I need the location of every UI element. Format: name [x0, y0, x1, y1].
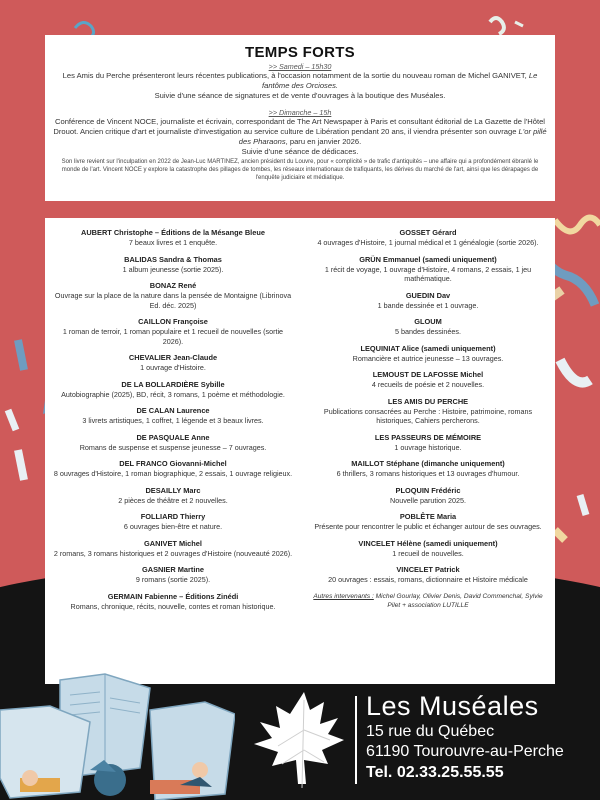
author-description: 2 romans, 3 romans historiques et 2 ouvrages d'Histoire (nouveauté 2026). — [53, 548, 293, 558]
author-entry — [308, 433, 548, 453]
other-speakers — [308, 592, 548, 610]
author-description: 5 bandes dessinées. — [395, 327, 461, 336]
saturday-book-title: Le fantôme des Orcioses. — [262, 71, 538, 90]
author-entry — [308, 370, 548, 390]
author-description: 2 pièces de théâtre et 2 nouvelles. — [118, 495, 228, 505]
brand-divider — [355, 696, 357, 784]
authors-left-column — [53, 228, 293, 618]
author-description: 1 ouvrage historique. — [394, 442, 462, 452]
author-name: PLOQUIN Frédéric — [395, 485, 461, 495]
author-entry — [53, 433, 293, 453]
author-description: 6 ouvrages bien-être et nature. — [123, 522, 223, 531]
author-description: Présente pour rencontrer le public et échanger autour de ses ouvrages. — [314, 522, 542, 531]
author-entry — [53, 512, 293, 532]
author-description: 4 ouvrages d'Histoire, 1 journal médical et 1 généalogie (sortie 2026). — [317, 238, 539, 247]
author-name: GERMAIN Fabienne – Éditions Zinédi — [107, 591, 239, 601]
author-entry — [308, 486, 548, 506]
author-name: GOSSET Gérard — [399, 228, 457, 237]
sunday-text: Conférence de Vincent NOCE, journaliste et écrivain, correspondant de The Art Newspaper à Paris et consultant éditorial de La Gazette de l'Hôtel Drouot. Ancien critique d'art et journaliste d'investigation au service culture de Libération pendant 20 ans, il viendra présenter son ouvrage L'or pillé des Pharaons, paru en janvier 2026. Suivie d'une séance de dédicaces. — [53, 117, 547, 156]
author-name: AUBERT Christophe – Éditions de la Mésange Bleue — [81, 228, 265, 237]
author-name: GRÜN Emmanuel (samedi uniquement) — [359, 254, 497, 264]
author-name: LES AMIS DU PERCHE — [387, 396, 469, 406]
author-description: Autobiographie (2025), BD, récit, 3 romans, 1 poème et méthodologie. — [61, 389, 285, 399]
author-entry — [53, 592, 293, 612]
author-name: DEL FRANCO Giovanni-Michel — [119, 459, 227, 468]
author-description: Ouvrage sur la place de la nature dans la pensée de Montaigne (Librinova Ed. déc. 2025) — [54, 291, 292, 310]
author-name: VINCELET Hélène (samedi uniquement) — [358, 538, 498, 548]
author-name: VINCELET Patrick — [396, 565, 460, 574]
author-entry — [308, 565, 548, 585]
author-entry — [308, 459, 548, 479]
author-entry — [53, 406, 293, 426]
address-street: 15 rue du Québec — [366, 723, 495, 740]
phone-number[interactable]: Tel. 02.33.25.55.55 — [366, 764, 504, 781]
author-entry — [53, 317, 293, 346]
author-description: Romans, chronique, récits, nouvelle, contes et roman historique. — [70, 601, 276, 611]
address-city: 61190 Tourouvre-au-Perche — [366, 743, 564, 760]
saturday-label: >> Samedi – 15h30 — [268, 62, 332, 71]
author-name: DE LA BOLLARDIÈRE Sybille — [121, 379, 225, 389]
author-name: BONAZ René — [149, 281, 197, 290]
author-description: 1 bande dessinée et 1 ouvrage. — [377, 300, 479, 310]
author-entry — [53, 539, 293, 559]
author-description: 20 ouvrages : essais, romans, dictionnaire et Histoire médicale — [328, 575, 528, 584]
author-entry — [53, 281, 293, 310]
highlights-panel — [45, 35, 555, 201]
author-entry — [53, 380, 293, 400]
author-entry — [53, 255, 293, 275]
other-speakers-label: Autres intervenants : — [313, 592, 374, 600]
author-name: LEMOUST DE LAFOSSE Michel — [372, 370, 484, 379]
author-name: DE CALAN Laurence — [136, 406, 210, 415]
author-description: 6 thrillers, 3 romans historiques et 13 ouvrages d'humour. — [336, 469, 520, 478]
author-name: GLOUM — [414, 317, 442, 326]
author-name: CHEVALIER Jean-Claude — [128, 353, 218, 362]
author-entry — [308, 397, 548, 426]
highlights-title: TEMPS FORTS — [245, 44, 355, 61]
brand-block — [366, 690, 564, 784]
author-description: 1 album jeunesse (sortie 2025). — [122, 264, 224, 274]
author-entry — [308, 255, 548, 284]
author-description: 4 recueils de poésie et 2 nouvelles. — [371, 380, 485, 389]
author-entry — [308, 344, 548, 364]
author-entry — [53, 565, 293, 585]
author-entry — [53, 459, 293, 479]
maple-leaf-icon — [238, 690, 350, 790]
author-entry — [53, 228, 293, 248]
saturday-text: Les Amis du Perche présenteront leurs récentes publications, à l'occasion notamment de la sortie du nouveau roman de Michel GANIVET, Le fantôme des Orcioses. Suivie d'une séance de signatures et de vente d'ouvrages à la boutique des Muséales. — [62, 71, 538, 100]
author-name: DESAILLY Marc — [145, 485, 201, 495]
authors-panel — [45, 218, 555, 684]
author-name: BALIDAS Sandra & Thomas — [124, 254, 222, 264]
author-name: MAILLOT Stéphane (dimanche uniquement) — [351, 459, 505, 468]
author-description: 1 ouvrage d'Histoire. — [140, 363, 206, 372]
author-name: POBLÊTE Maria — [399, 512, 457, 521]
author-description: 3 livrets artistiques, 1 coffret, 1 légende et 3 beaux livres. — [82, 416, 264, 425]
author-entry — [308, 291, 548, 311]
sunday-label: >> Dimanche – 15h — [268, 108, 332, 117]
other-speakers-list: Michel Gourlay, Olivier Denis, David Commenchal, Sylvie Pilet + association LUTILLE — [373, 592, 543, 609]
author-entry — [308, 539, 548, 559]
author-name: GUEDIN Dav — [405, 290, 451, 300]
author-description: Romans de suspense et suspense jeunesse – 7 ouvrages. — [79, 442, 267, 452]
author-description: Publications consacrées au Perche : Histoire, patrimoine, romans historiques, Cahiers percherons. — [323, 406, 533, 425]
author-description: Nouvelle parution 2025. — [390, 495, 466, 505]
author-description: Romancière et autrice jeunesse – 13 ouvrages. — [352, 353, 504, 363]
author-entry — [53, 353, 293, 373]
author-entry — [308, 512, 548, 532]
author-name: DE PASQUALE Anne — [136, 432, 210, 442]
author-description: 9 romans (sortie 2025). — [135, 575, 211, 584]
sunday-book-title: L'or pillé des Pharaons — [238, 127, 547, 146]
author-description: 7 beaux livres et 1 enquête. — [128, 238, 218, 247]
author-name: LES PASSEURS DE MÉMOIRE — [374, 432, 482, 442]
author-name: FOLLIARD Thierry — [140, 512, 206, 521]
author-name: GASNIER Martine — [141, 565, 204, 574]
sunday-book-summary: Son livre revient sur l'inculpation en 2022 de Jean-Luc MARTINEZ, ancien président du Louvre, pour « complicité » de trafic d'antiquités – une affaire qui a profondément ébranlé le monde de l'art. Vincent NOCE y explore la catastrophe des pillages de tombes, les réseaux internationaux de trafiquants, les dérives du marché de l'art, ainsi que les dérapages de l'enquête judiciaire et médiatique. — [61, 159, 539, 181]
authors-right-column — [308, 228, 548, 610]
author-description: 1 récit de voyage, 1 ouvrage d'Histoire, 4 romans, 2 essais, 1 jeu mathématique. — [324, 264, 532, 283]
reading-people-illustration — [0, 670, 235, 800]
author-description: 1 recueil de nouvelles. — [392, 548, 464, 558]
author-description: 1 roman de terroir, 1 roman populaire et 1 recueil de nouvelles (sortie 2026). — [62, 327, 284, 346]
author-name: GANIVET Michel — [144, 538, 202, 548]
author-entry — [308, 317, 548, 337]
author-description: 8 ouvrages d'Histoire, 1 roman biographique, 2 essais, 1 ouvrage religieux. — [53, 469, 293, 478]
author-name: LEQUINIAT Alice (samedi uniquement) — [360, 343, 496, 353]
brand-name: Les Muséales — [366, 691, 539, 721]
author-name: CAILLON Françoise — [138, 317, 208, 326]
author-entry — [53, 486, 293, 506]
author-entry — [308, 228, 548, 248]
